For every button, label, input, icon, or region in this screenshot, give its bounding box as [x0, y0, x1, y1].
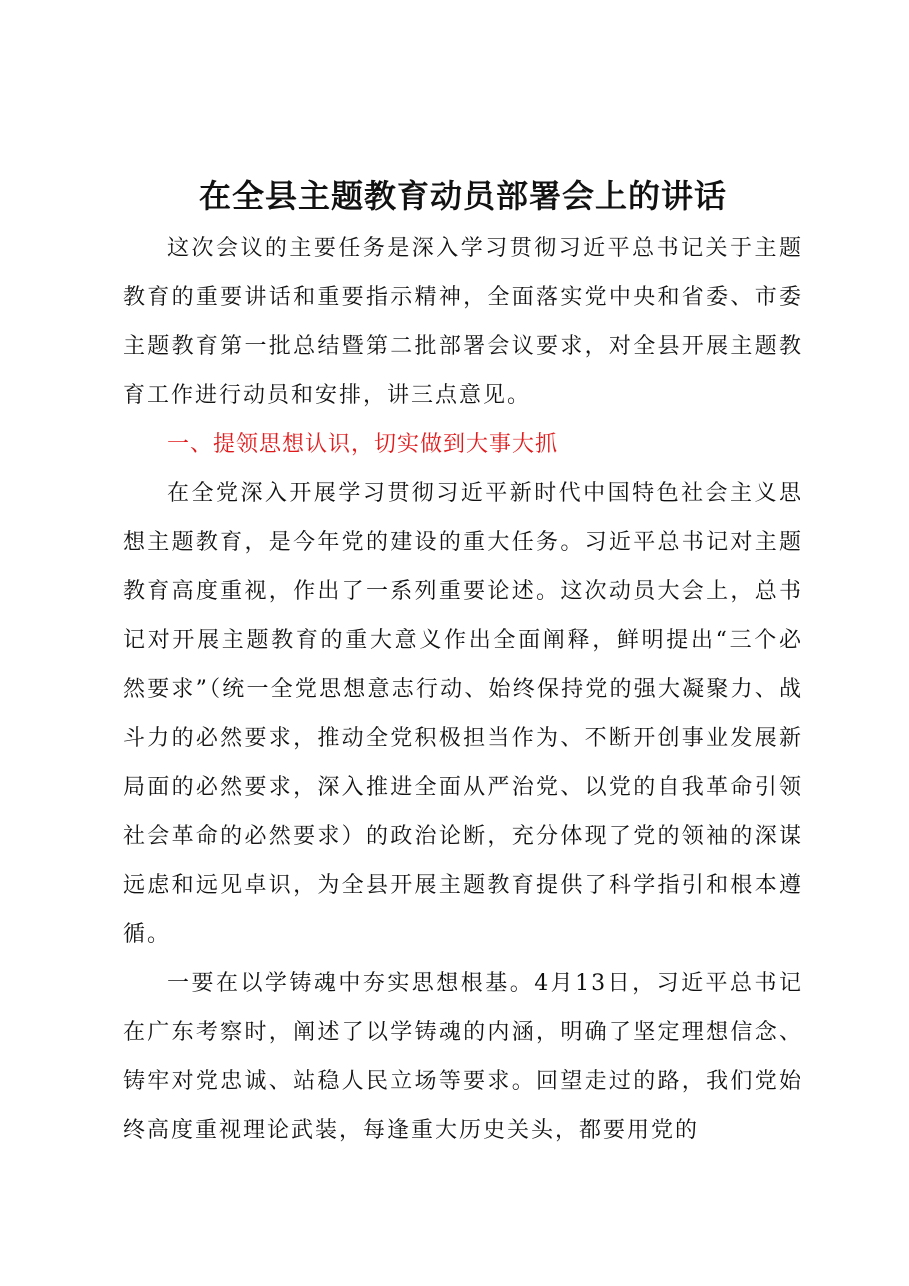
- document-body: [123, 168, 803, 1155]
- section-heading-1: 一、提领思想认识，切实做到大事大抓: [167, 432, 559, 457]
- body-paragraph: 在全党深入开展学习贯彻习近平新时代中国特色社会主义思想主题教育，是今年党的建设的重大任务。习近平总书记对主题教育高度重视，作出了一系列重要论述。这次动员大会上，总书记对开展主题教育的重大意义作出全面阐释，鲜明提出“三个必然要求”（统一全党思想意志行动、始终保持党的强大凝聚力、战斗力的必然要求，推动全党积极担当作为、不断开创事业发展新局面的必然要求，深入推进全面从严治党、以党的自我革命引领社会革命的必然要求）的政治论断，充分体现了党的领袖的深谋远虑和远见卓识，为全县开展主题教育提供了科学指引和根本遵循。: [123, 481, 803, 947]
- intro-paragraph: 这次会议的主要任务是深入学习贯彻习近平总书记关于主题教育的重要讲话和重要指示精神，全面落实党中央和省委、市委主题教育第一批总结暨第二批部署会议要求，对全县开展主题教育工作进行动员和安排，讲三点意见。: [123, 236, 803, 408]
- body-paragraph: 一要在以学铸魂中夯实思想根基。4月13日，习近平总书记在广东考察时，阐述了以学铸魂的内涵，明确了坚定理想信念、铸牢对党忠诚、站稳人民立场等要求。回望走过的路，我们党始终高度重视理论武装，每逢重大历史关头，都要用党的: [123, 971, 803, 1143]
- document-title: 在全县主题教育动员部署会上的讲话: [198, 177, 727, 215]
